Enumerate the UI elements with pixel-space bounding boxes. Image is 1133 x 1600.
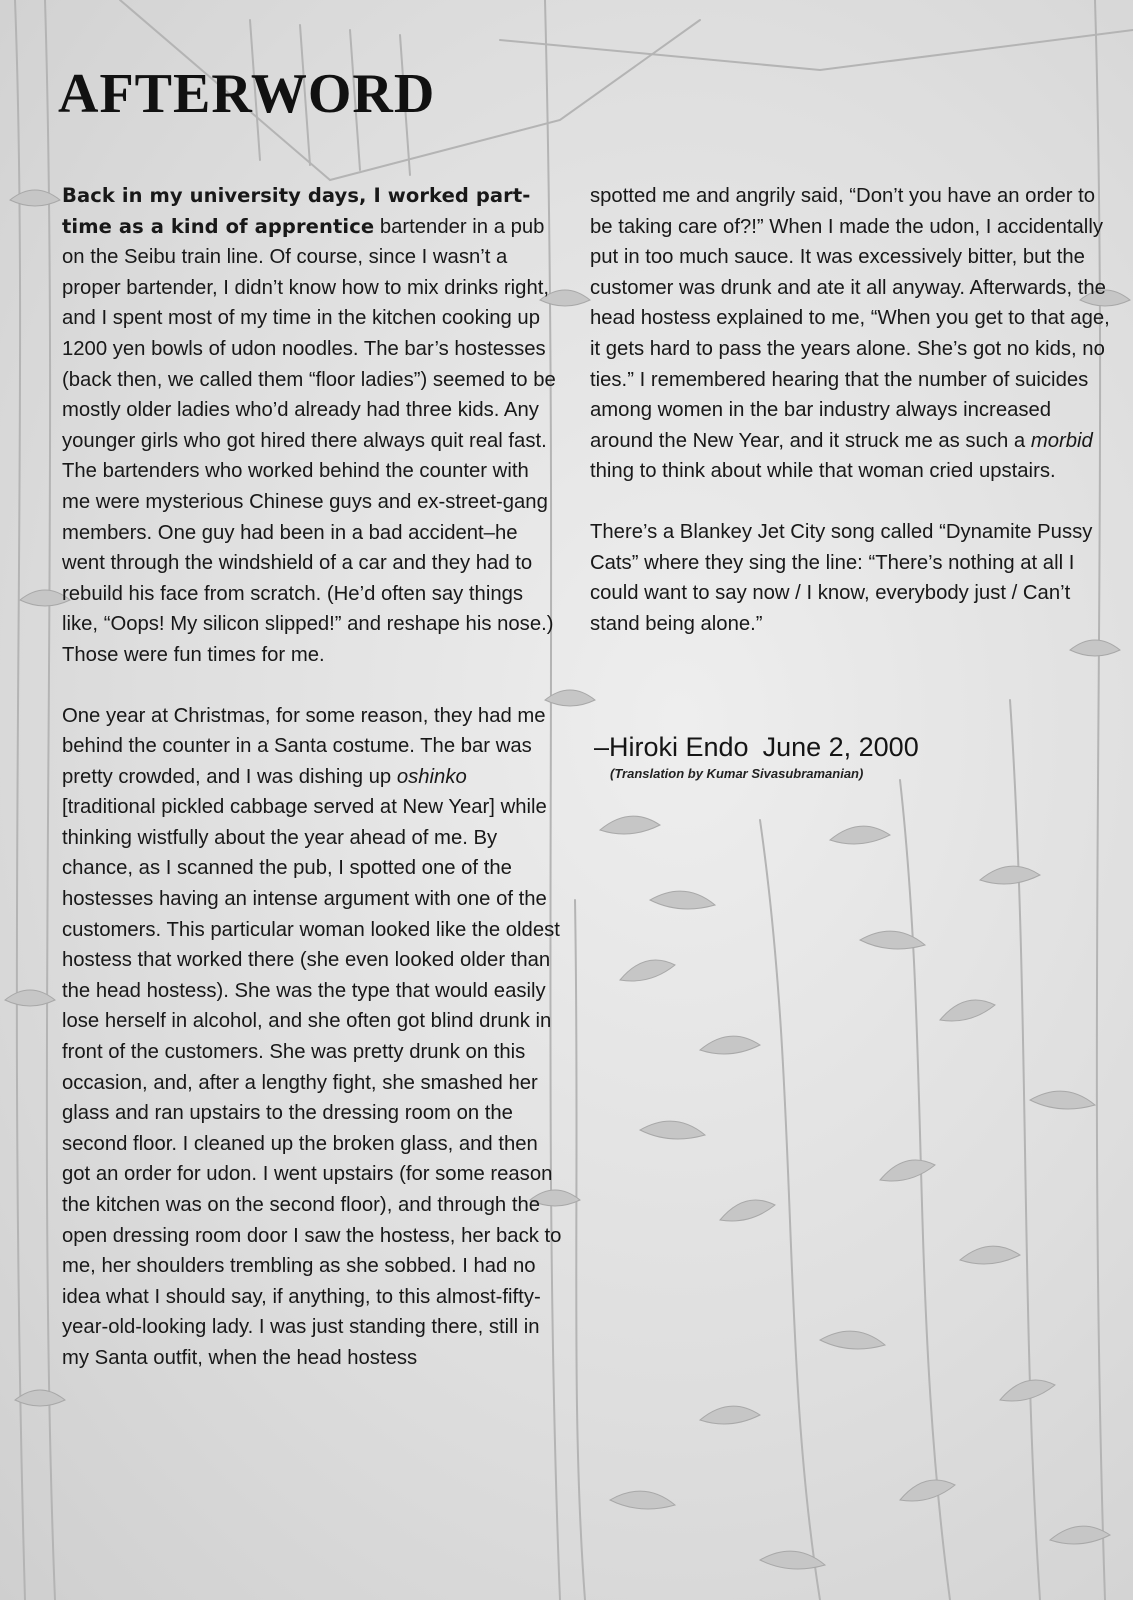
signature <box>594 732 919 763</box>
paragraph-body-continued: thing to think about while that woman cried upstairs. <box>590 460 1056 483</box>
paragraph-christmas <box>62 701 562 1374</box>
paragraph-head-hostess <box>590 181 1110 487</box>
translation-credit: (Translation by Kumar Sivasubramanian) <box>610 766 864 781</box>
lead-in-text: Back in my university days, I worked part-time as a kind of apprentice <box>62 184 531 238</box>
paragraph-body: bartender in a pub on the Seibu train line. Of course, since I wasn’t a proper bartender, I didn’t know how to mix drinks right, and I spent most of my time in the kitchen cooking up 1200 yen bowls of udon noodles. The bar’s hostesses (back then, we called them “floor ladies”) seemed to be mostly older ladies who’d already had three kids. Any younger girls who got hired there always quit real fast. The bartenders who worked behind the counter with me were mysterious Chinese guys and ex-street-gang members. One guy had been in a bad accident–he went through the windshield of a car and they had to rebuild his face from scratch. (He’d often say things like, “Oops! My silicon slipped!” and reshape his nose.) Those were fun times for me. <box>62 215 556 666</box>
paragraph-gap <box>590 487 1110 517</box>
paragraph-song-quote: There’s a Blankey Jet City song called “Dynamite Pussy Cats” where they sing the line: “There’s nothing at all I could want to say now / I know, everybody just / Can’t stand being alone.” <box>590 520 1093 635</box>
page-title: AFTERWORD <box>58 63 436 125</box>
italic-term-oshinko: oshinko <box>396 765 467 788</box>
paragraph-body: One year at Christmas, for some reason, they had me behind the counter in a Santa costume. The bar was pretty crowded, and I was dishing up <box>62 704 546 788</box>
italic-term-morbid: morbid <box>1030 429 1093 452</box>
left-column <box>62 181 562 1374</box>
paragraph-body: spotted me and angrily said, “Don’t you have an order to be taking care of?!” When I made the udon, I accidentally put in too much sauce. It was excessively bitter, but the customer was drunk and ate it all anyway. Afterwards, the head hostess explained to me, “When you get to that age, it gets hard to pass the years alone. She’s got no kids, no ties.” I remembered hearing that the number of suicides among women in the bar industry always increased around the New Year, and it struck me as such a <box>590 185 1110 452</box>
paragraph-body-continued: [traditional pickled cabbage served at New Year] while thinking wistfully about the year ahead of me. By chance, as I scanned the pub, I spotted one of the hostesses having an intense argument with one of the customers. This particular woman looked like the oldest hostess that worked there (she even looked older than the head hostess). She was the type that would easily lose herself in alcohol, and she often got blind drunk in front of the customers. She was pretty drunk on this occasion, and, after a lengthy fight, she smashed her glass and ran upstairs to the dressing room on the second floor. I cleaned up the broken glass, and then got an order for udon. I went upstairs (for some reason the kitchen was on the second floor), and through the open dressing room door I saw the hostess, her back to me, her shoulders trembling as she sobbed. I had no idea what I should say, if anything, to this almost-fifty-year-old-looking lady. I was just standing there, still in my Santa outfit, when the head hostess <box>62 796 562 1369</box>
paragraph-gap <box>62 671 562 701</box>
paragraph-university-days <box>62 181 562 671</box>
right-column <box>590 181 1110 639</box>
signature-date: June 2, 2000 <box>762 732 919 762</box>
author-name: –Hiroki Endo <box>594 732 749 762</box>
